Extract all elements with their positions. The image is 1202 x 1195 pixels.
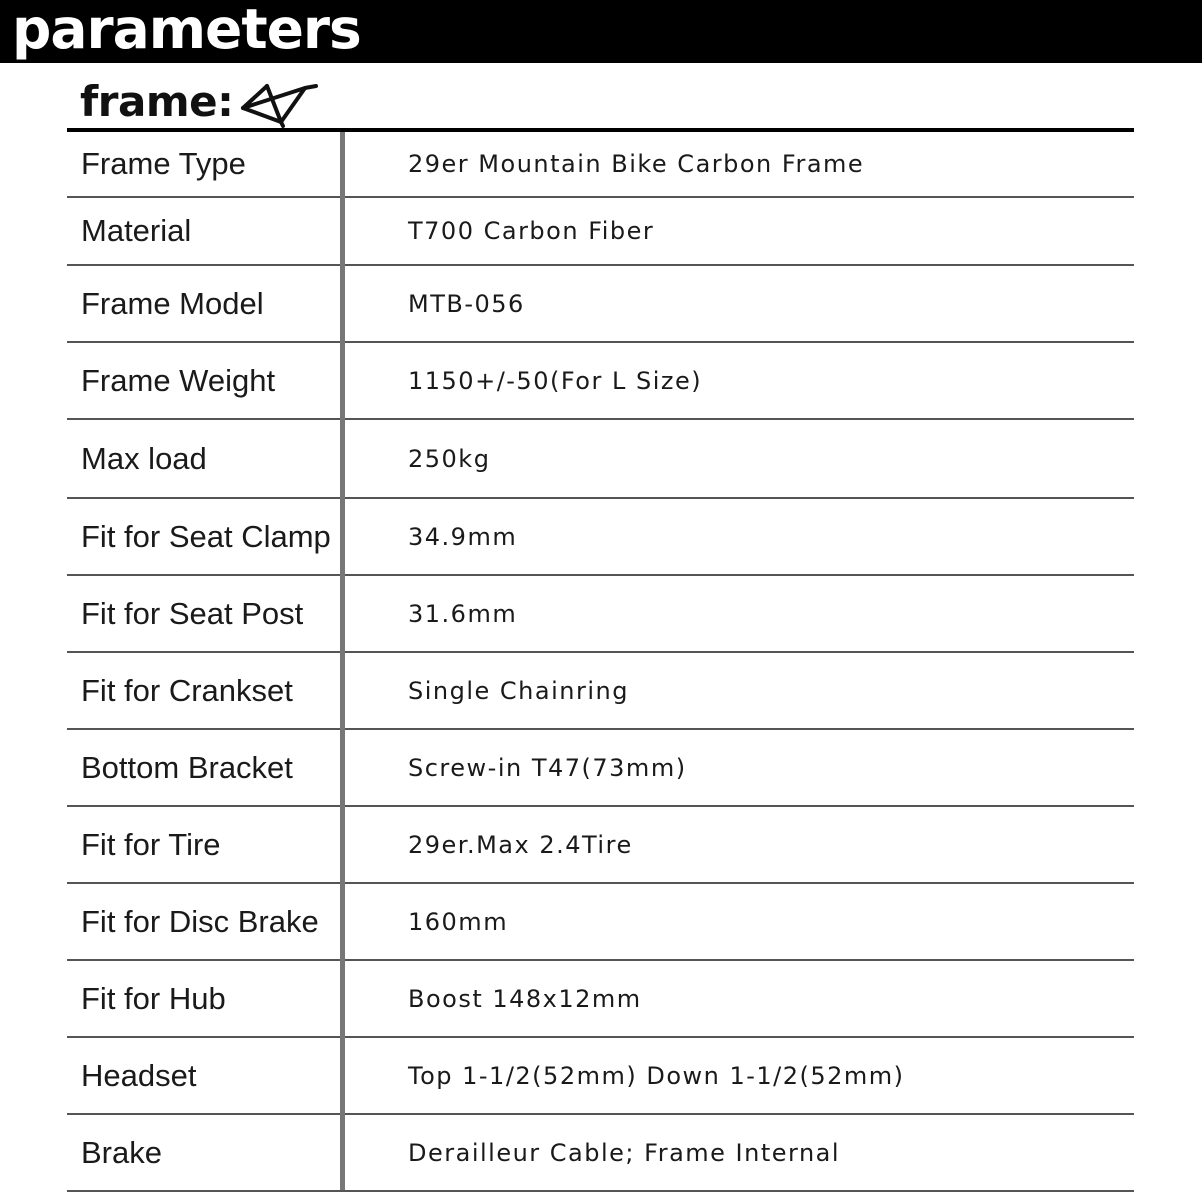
spec-value: 31.6mm [408, 599, 518, 628]
spec-value: MTB-056 [408, 289, 525, 318]
spec-label: Fit for Seat Clamp [81, 518, 331, 554]
spec-value: 250kg [408, 444, 491, 473]
spec-row [67, 198, 1134, 266]
spec-value: Screw-in T47(73mm) [408, 753, 687, 782]
spec-label: Frame Model [81, 285, 264, 321]
page-title: parameters [12, 0, 361, 61]
spec-row [67, 266, 1134, 343]
spec-table [67, 132, 1134, 1192]
spec-row [67, 884, 1134, 961]
column-divider [340, 132, 345, 1190]
spec-row [67, 1115, 1134, 1192]
spec-label: Max load [81, 440, 207, 476]
spec-row [67, 807, 1134, 884]
spec-label: Brake [81, 1134, 162, 1170]
spec-row [67, 576, 1134, 653]
spec-value: 160mm [408, 907, 509, 936]
spec-row [67, 1038, 1134, 1115]
spec-value: 1150+/-50(For L Size) [408, 366, 703, 395]
bike-frame-icon [239, 76, 319, 128]
spec-row [67, 499, 1134, 576]
spec-label: Fit for Hub [81, 980, 226, 1016]
spec-label: Headset [81, 1057, 197, 1093]
spec-label: Material [81, 213, 192, 248]
spec-value: Single Chainring [408, 676, 629, 705]
section-header [80, 74, 319, 130]
spec-value: 34.9mm [408, 522, 518, 551]
spec-value: T700 Carbon Fiber [408, 217, 655, 245]
spec-row [67, 132, 1134, 198]
spec-label: Fit for Disc Brake [81, 903, 319, 939]
spec-value: Derailleur Cable; Frame Internal [408, 1138, 841, 1167]
spec-label: Frame Type [81, 146, 246, 181]
section-title: frame: [80, 77, 234, 126]
header-banner [0, 0, 1202, 63]
spec-row [67, 961, 1134, 1038]
spec-row [67, 420, 1134, 499]
spec-value: 29er Mountain Bike Carbon Frame [408, 150, 865, 178]
spec-value: Top 1-1/2(52mm) Down 1-1/2(52mm) [408, 1061, 905, 1090]
spec-value: 29er.Max 2.4Tire [408, 830, 633, 859]
spec-label: Frame Weight [81, 362, 276, 398]
spec-row [67, 730, 1134, 807]
spec-label: Bottom Bracket [81, 749, 293, 785]
spec-label: Fit for Crankset [81, 672, 293, 708]
spec-row [67, 653, 1134, 730]
spec-label: Fit for Seat Post [81, 595, 304, 631]
spec-value: Boost 148x12mm [408, 984, 642, 1013]
spec-row [67, 343, 1134, 420]
spec-label: Fit for Tire [81, 826, 221, 862]
